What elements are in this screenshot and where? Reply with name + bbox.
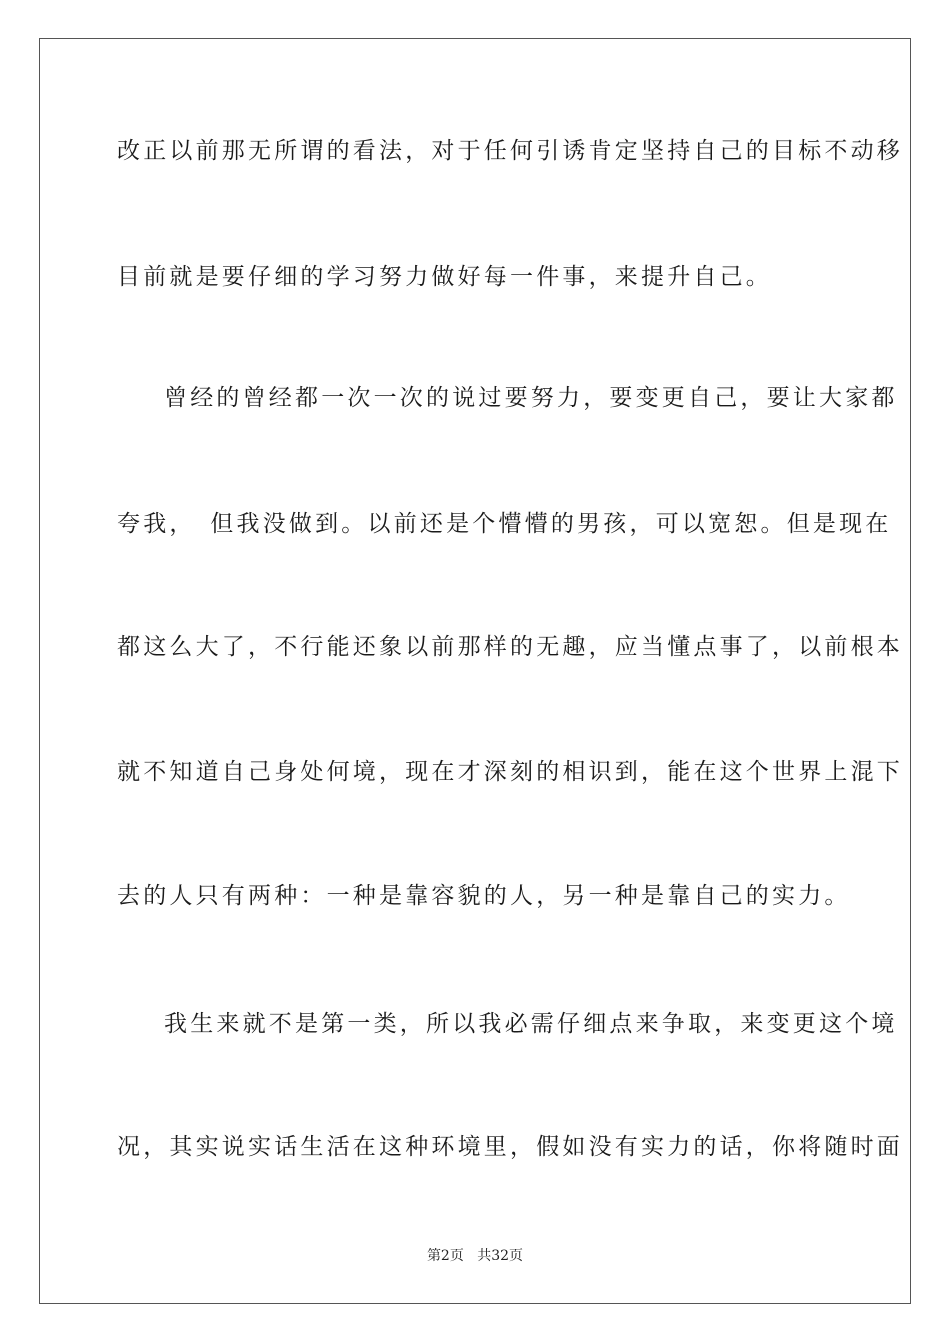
- page-frame: [39, 38, 911, 1304]
- page-footer: [0, 1247, 950, 1265]
- text-line-2: 目前就是要仔细的学习努力做好每一件事，来提升自己。: [117, 264, 772, 290]
- text-line-4: 夸我， 但我没做到。以前还是个懵懵的男孩，可以宽恕。但是现在: [117, 511, 892, 537]
- page-total: 共32页: [477, 1248, 524, 1264]
- text-line-1: 改正以前那无所谓的看法，对于任何引诱肯定坚持自己的目标不动移: [117, 138, 903, 164]
- text-line-9: 况，其实说实话生活在这种环境里，假如没有实力的话，你将随时面: [117, 1134, 903, 1160]
- page-number: 第2页: [426, 1248, 464, 1264]
- text-line-5: 都这么大了，不行能还象以前那样的无趣，应当懂点事了，以前根本: [117, 634, 903, 660]
- text-line-8: 我生来就不是第一类，所以我必需仔细点来争取，来变更这个境: [164, 1011, 898, 1037]
- text-line-6: 就不知道自己身处何境，现在才深刻的相识到，能在这个世界上混下: [117, 759, 903, 785]
- text-line-7: 去的人只有两种：一种是靠容貌的人，另一种是靠自己的实力。: [117, 883, 851, 909]
- text-line-3: 曾经的曾经都一次一次的说过要努力，要变更自己，要让大家都: [164, 385, 898, 411]
